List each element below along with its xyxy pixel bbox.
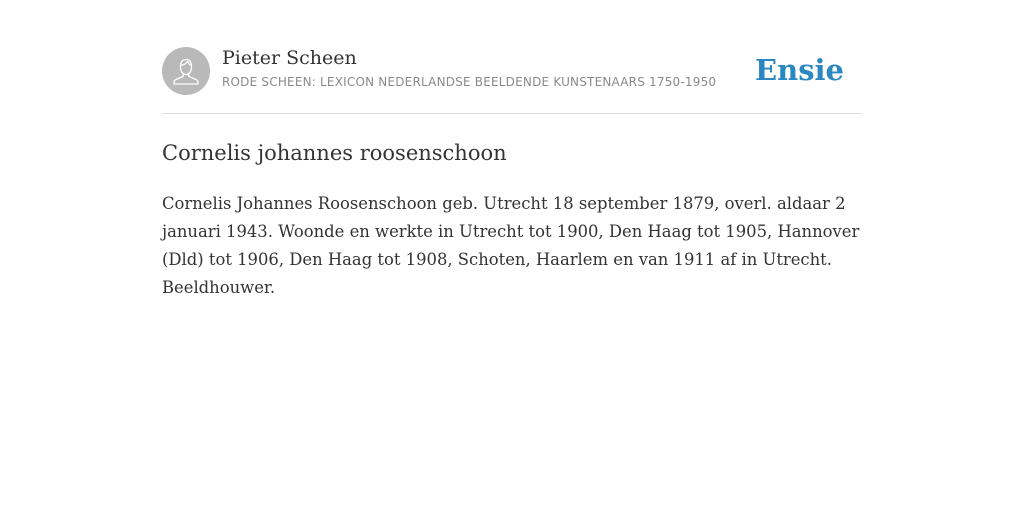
author-name[interactable]: Pieter Scheen	[222, 47, 357, 69]
article-body: Cornelis Johannes Roosenschoon geb. Utrecht 18 september 1879, overl. aldaar 2 januari 1943. Woonde en werkte in Utrecht tot 1900, Den Haag tot 1905, Hannover (Dld) tot 1906, Den Haag tot 1908, Schoten, Haarlem en van 1911 af in Utrecht. Beeldhouwer.	[162, 194, 860, 297]
article-title: Cornelis johannes roosenschoon	[162, 141, 507, 165]
user-placeholder-icon	[162, 47, 210, 95]
author-avatar[interactable]	[162, 47, 210, 95]
source-label: RODE SCHEEN: LEXICON NEDERLANDSE BEELDENDE KUNSTENAARS 1750-1950	[222, 75, 717, 89]
ensie-logo[interactable]: Ensie	[755, 53, 844, 87]
author-header	[162, 46, 862, 96]
header-divider	[162, 113, 862, 114]
